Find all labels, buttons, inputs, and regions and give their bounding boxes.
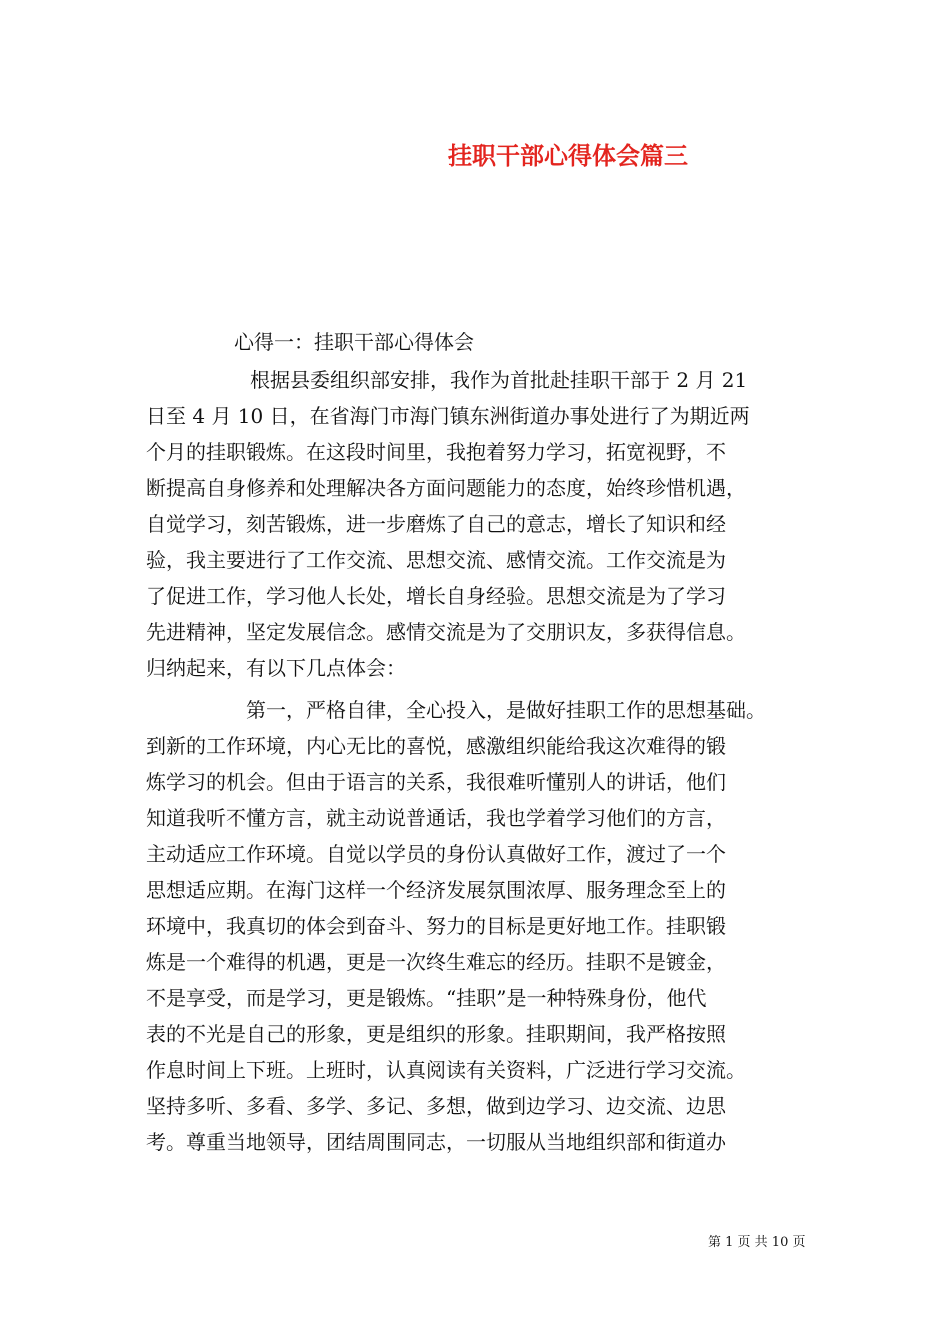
paragraph-line: 个月的挂职锻炼。在这段时间里，我抱着努力学习，拓宽视野，不: [146, 440, 726, 464]
page-number-footer: 第 1 页 共 10 页: [708, 1235, 806, 1250]
paragraph-line: 作息时间上下班。上班时，认真阅读有关资料，广泛进行学习交流。: [146, 1058, 746, 1082]
paragraph-line: 不是享受，而是学习，更是锻炼。“挂职”是一种特殊身份，他代: [146, 986, 707, 1010]
paragraph-line: 第一，严格自律，全心投入，是做好挂职工作的思想基础。: [246, 698, 766, 722]
paragraph-line: 炼学习的机会。但由于语言的关系，我很难听懂别人的讲话，他们: [146, 770, 726, 794]
paragraph-line: 断提高自身修养和处理解决各方面问题能力的态度，始终珍惜机遇，: [146, 476, 746, 500]
paragraph-line: 炼是一个难得的机遇，更是一次终生难忘的经历。挂职不是镀金，: [146, 950, 726, 974]
paragraph-line: 考。尊重当地领导，团结周围同志，一切服从当地组织部和街道办: [146, 1130, 726, 1154]
document-title: 挂职干部心得体会篇三: [448, 141, 688, 170]
paragraph-line: 自觉学习，刻苦锻炼，进一步磨炼了自己的意志，增长了知识和经: [146, 512, 726, 536]
section-heading: 心得一：挂职干部心得体会: [234, 330, 474, 354]
paragraph-line: 坚持多听、多看、多学、多记、多想，做到边学习、边交流、边思: [146, 1094, 726, 1118]
paragraph-line: 归纳起来，有以下几点体会：: [146, 656, 406, 680]
paragraph-line: 先进精神，坚定发展信念。感情交流是为了交朋识友，多获得信息。: [146, 620, 746, 644]
paragraph-line: 日至 4 月 10 日，在省海门市海门镇东洲街道办事处进行了为期近两: [146, 404, 750, 428]
paragraph-line: 环境中，我真切的体会到奋斗、努力的目标是更好地工作。挂职锻: [146, 914, 726, 938]
paragraph-line: 表的不光是自己的形象，更是组织的形象。挂职期间，我严格按照: [146, 1022, 726, 1046]
paragraph-line: 根据县委组织部安排，我作为首批赴挂职干部于 2 月 21: [250, 368, 748, 392]
paragraph-line: 主动适应工作环境。自觉以学员的身份认真做好工作，渡过了一个: [146, 842, 726, 866]
paragraph-line: 知道我听不懂方言，就主动说普通话，我也学着学习他们的方言，: [146, 806, 726, 830]
paragraph-line: 思想适应期。在海门这样一个经济发展氛围浓厚、服务理念至上的: [146, 878, 726, 902]
paragraph-line: 了促进工作，学习他人长处，增长自身经验。思想交流是为了学习: [146, 584, 726, 608]
paragraph-line: 到新的工作环境，内心无比的喜悦，感激组织能给我这次难得的锻: [146, 734, 726, 758]
paragraph-line: 验，我主要进行了工作交流、思想交流、感情交流。工作交流是为: [146, 548, 726, 572]
